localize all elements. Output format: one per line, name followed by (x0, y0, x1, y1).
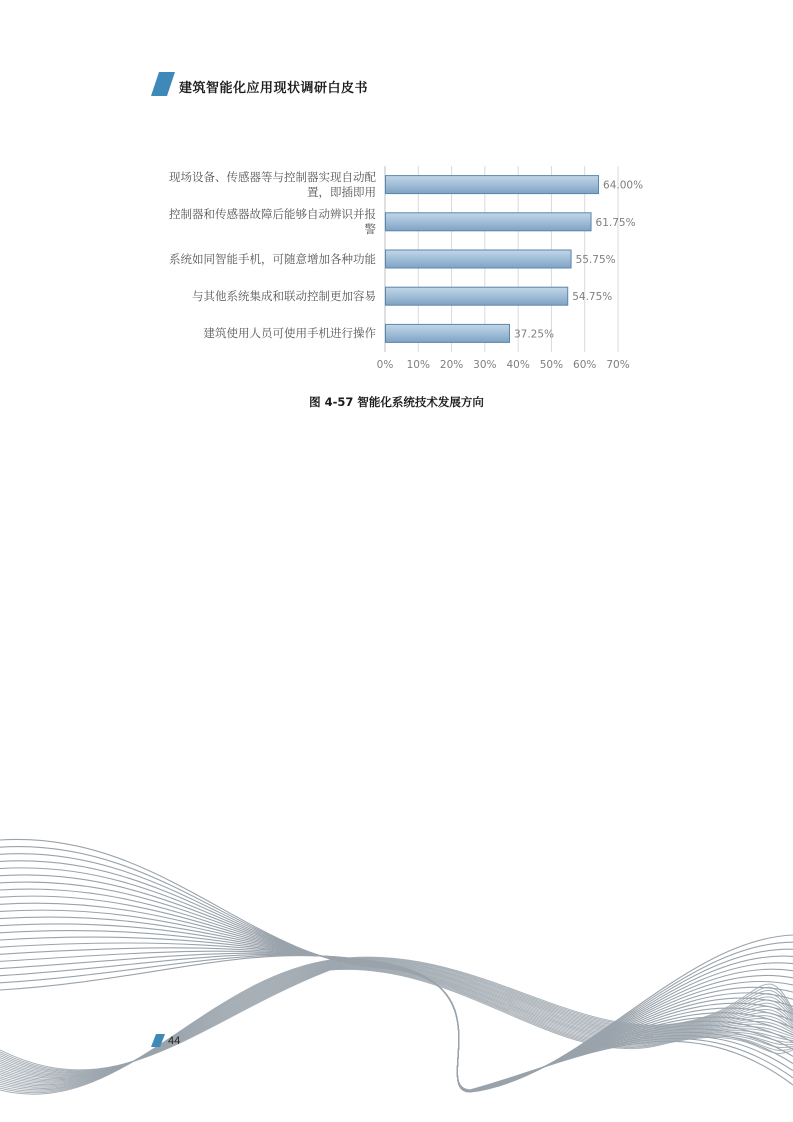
category-label-line: 置，即插即用 (307, 184, 376, 199)
category-label-line: 建筑使用人员可使用手机进行操作 (203, 325, 376, 340)
wave-line (0, 963, 793, 1082)
wave-line (0, 966, 793, 1075)
wave-line (0, 875, 793, 1092)
bar (386, 324, 510, 342)
page-number: 44 (168, 1035, 181, 1047)
decorative-wave-lines (0, 830, 793, 1122)
x-tick-label: 60% (573, 359, 597, 371)
bar (386, 250, 572, 268)
x-tick-label: 40% (506, 359, 530, 371)
bar-chart (0, 0, 793, 420)
bar-value-label: 64.00% (603, 179, 644, 192)
wave-line (0, 967, 793, 1075)
category-label (144, 170, 376, 200)
document-header-title: 建筑智能化应用现状调研白皮书 (179, 81, 369, 96)
bar (386, 176, 599, 194)
page-number-mark (151, 1034, 165, 1047)
x-tick-label: 50% (539, 359, 564, 371)
category-label (144, 326, 376, 341)
x-tick-label: 10% (406, 359, 430, 371)
category-label-line: 警 (364, 221, 376, 236)
category-label (144, 289, 376, 304)
category-label (144, 207, 376, 237)
wave-line (0, 967, 793, 1073)
wave-line (0, 896, 793, 1091)
x-tick-label: 70% (606, 359, 630, 371)
bar (386, 287, 568, 305)
category-label-line: 现场设备、传感器等与控制器实现自动配 (169, 169, 376, 184)
bar-value-label: 37.25% (513, 328, 555, 341)
x-tick-label: 0% (376, 359, 394, 371)
category-label-line: 与其他系统集成和联动控制更加容易 (192, 288, 376, 303)
wave-line (0, 868, 793, 1092)
category-label-line: 控制器和传感器故障后能够自动辨识并报 (169, 206, 376, 221)
figure-caption: 图 4-57 智能化系统技术发展方向 (309, 395, 484, 409)
bar-value-label: 54.75% (572, 291, 613, 304)
bar (386, 213, 592, 231)
bar-value-label: 61.75% (595, 216, 636, 229)
category-label-line: 系统如同智能手机，可随意增加各种功能 (169, 251, 376, 266)
x-tick-label: 30% (473, 359, 497, 371)
bar-value-label: 55.75% (575, 254, 616, 266)
category-label (144, 252, 376, 267)
x-tick-label: 20% (439, 359, 464, 371)
